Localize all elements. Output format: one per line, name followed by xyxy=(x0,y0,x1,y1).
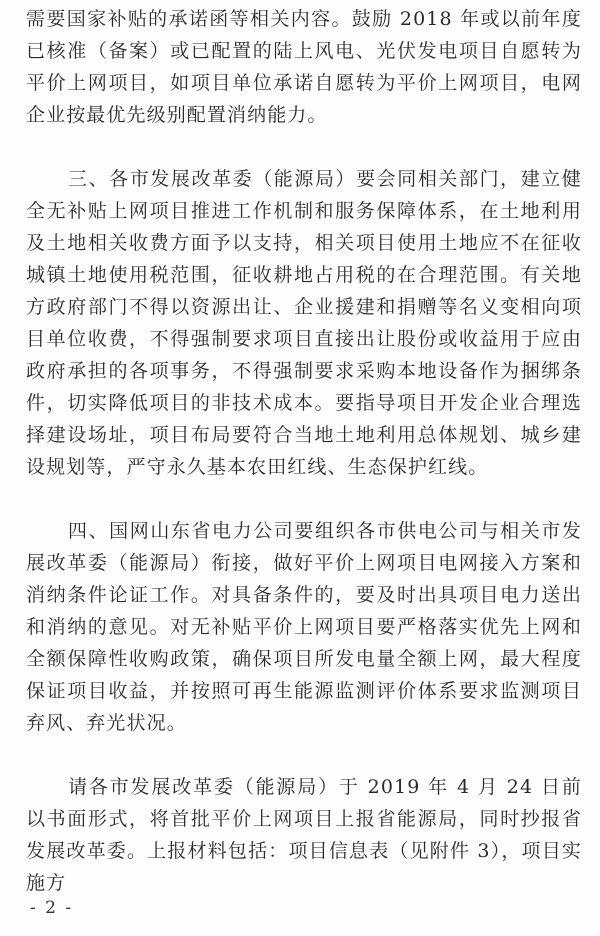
paragraph-section-three: 三、各市发展改革委（能源局）要会同相关部门，建立健全无补贴上网项目推进工作机制和服务保障体系，在土地利用及土地相关收费方面予以支持，相关项目使用土地应不在征收城镇土地使用税范围，征收耕地占用税的在合理范围。有关地方政府部门不得以资源出让、企业援建和捐赠等名义变相向项目单位收费，不得强制要求项目直接出让股份或收益用于应由政府承担的各项事务，不得强制要求采购本地设备作为捆绑条件，切实降低项目的非技术成本。要指导项目开发企业合理选择建设场址，项目布局要符合当地土地利用总体规划、城乡建设规划等，严守永久基本农田红线、生态保护红线。 xyxy=(26,168,582,478)
paragraph-subsidy-commitment: 需要国家补贴的承诺函等相关内容。鼓励 2018 年或以前年度已核准（备案）或已配置的陆上风电、光伏发电项目自愿转为平价上网项目，如项目单位承诺自愿转为平价上网项目，电网企业按最优先级别配置消纳能力。 xyxy=(26,8,582,126)
page-number: - 2 - xyxy=(30,898,74,918)
paragraph-submission-request: 请各市发展改革委（能源局）于 2019 年 4 月 24 日前以书面形式，将首批平价上网项目上报省能源局，同时抄报省发展改革委。上报材料包括：项目信息表（见附件 3），项目实施方 xyxy=(26,776,582,894)
paragraph-section-four: 四、国网山东省电力公司要组织各市供电公司与相关市发展改革委（能源局）衔接，做好平价上网项目电网接入方案和消纳条件论证工作。对具备条件的，要及时出具项目电力送出和消纳的意见。对无补贴平价上网项目要严格落实优先上网和全额保障性收购政策，确保项目所发电量全额上网，最大程度保证项目收益，并按照可再生能源监测评价体系要求监测项目弃风、弃光状况。 xyxy=(26,520,582,734)
